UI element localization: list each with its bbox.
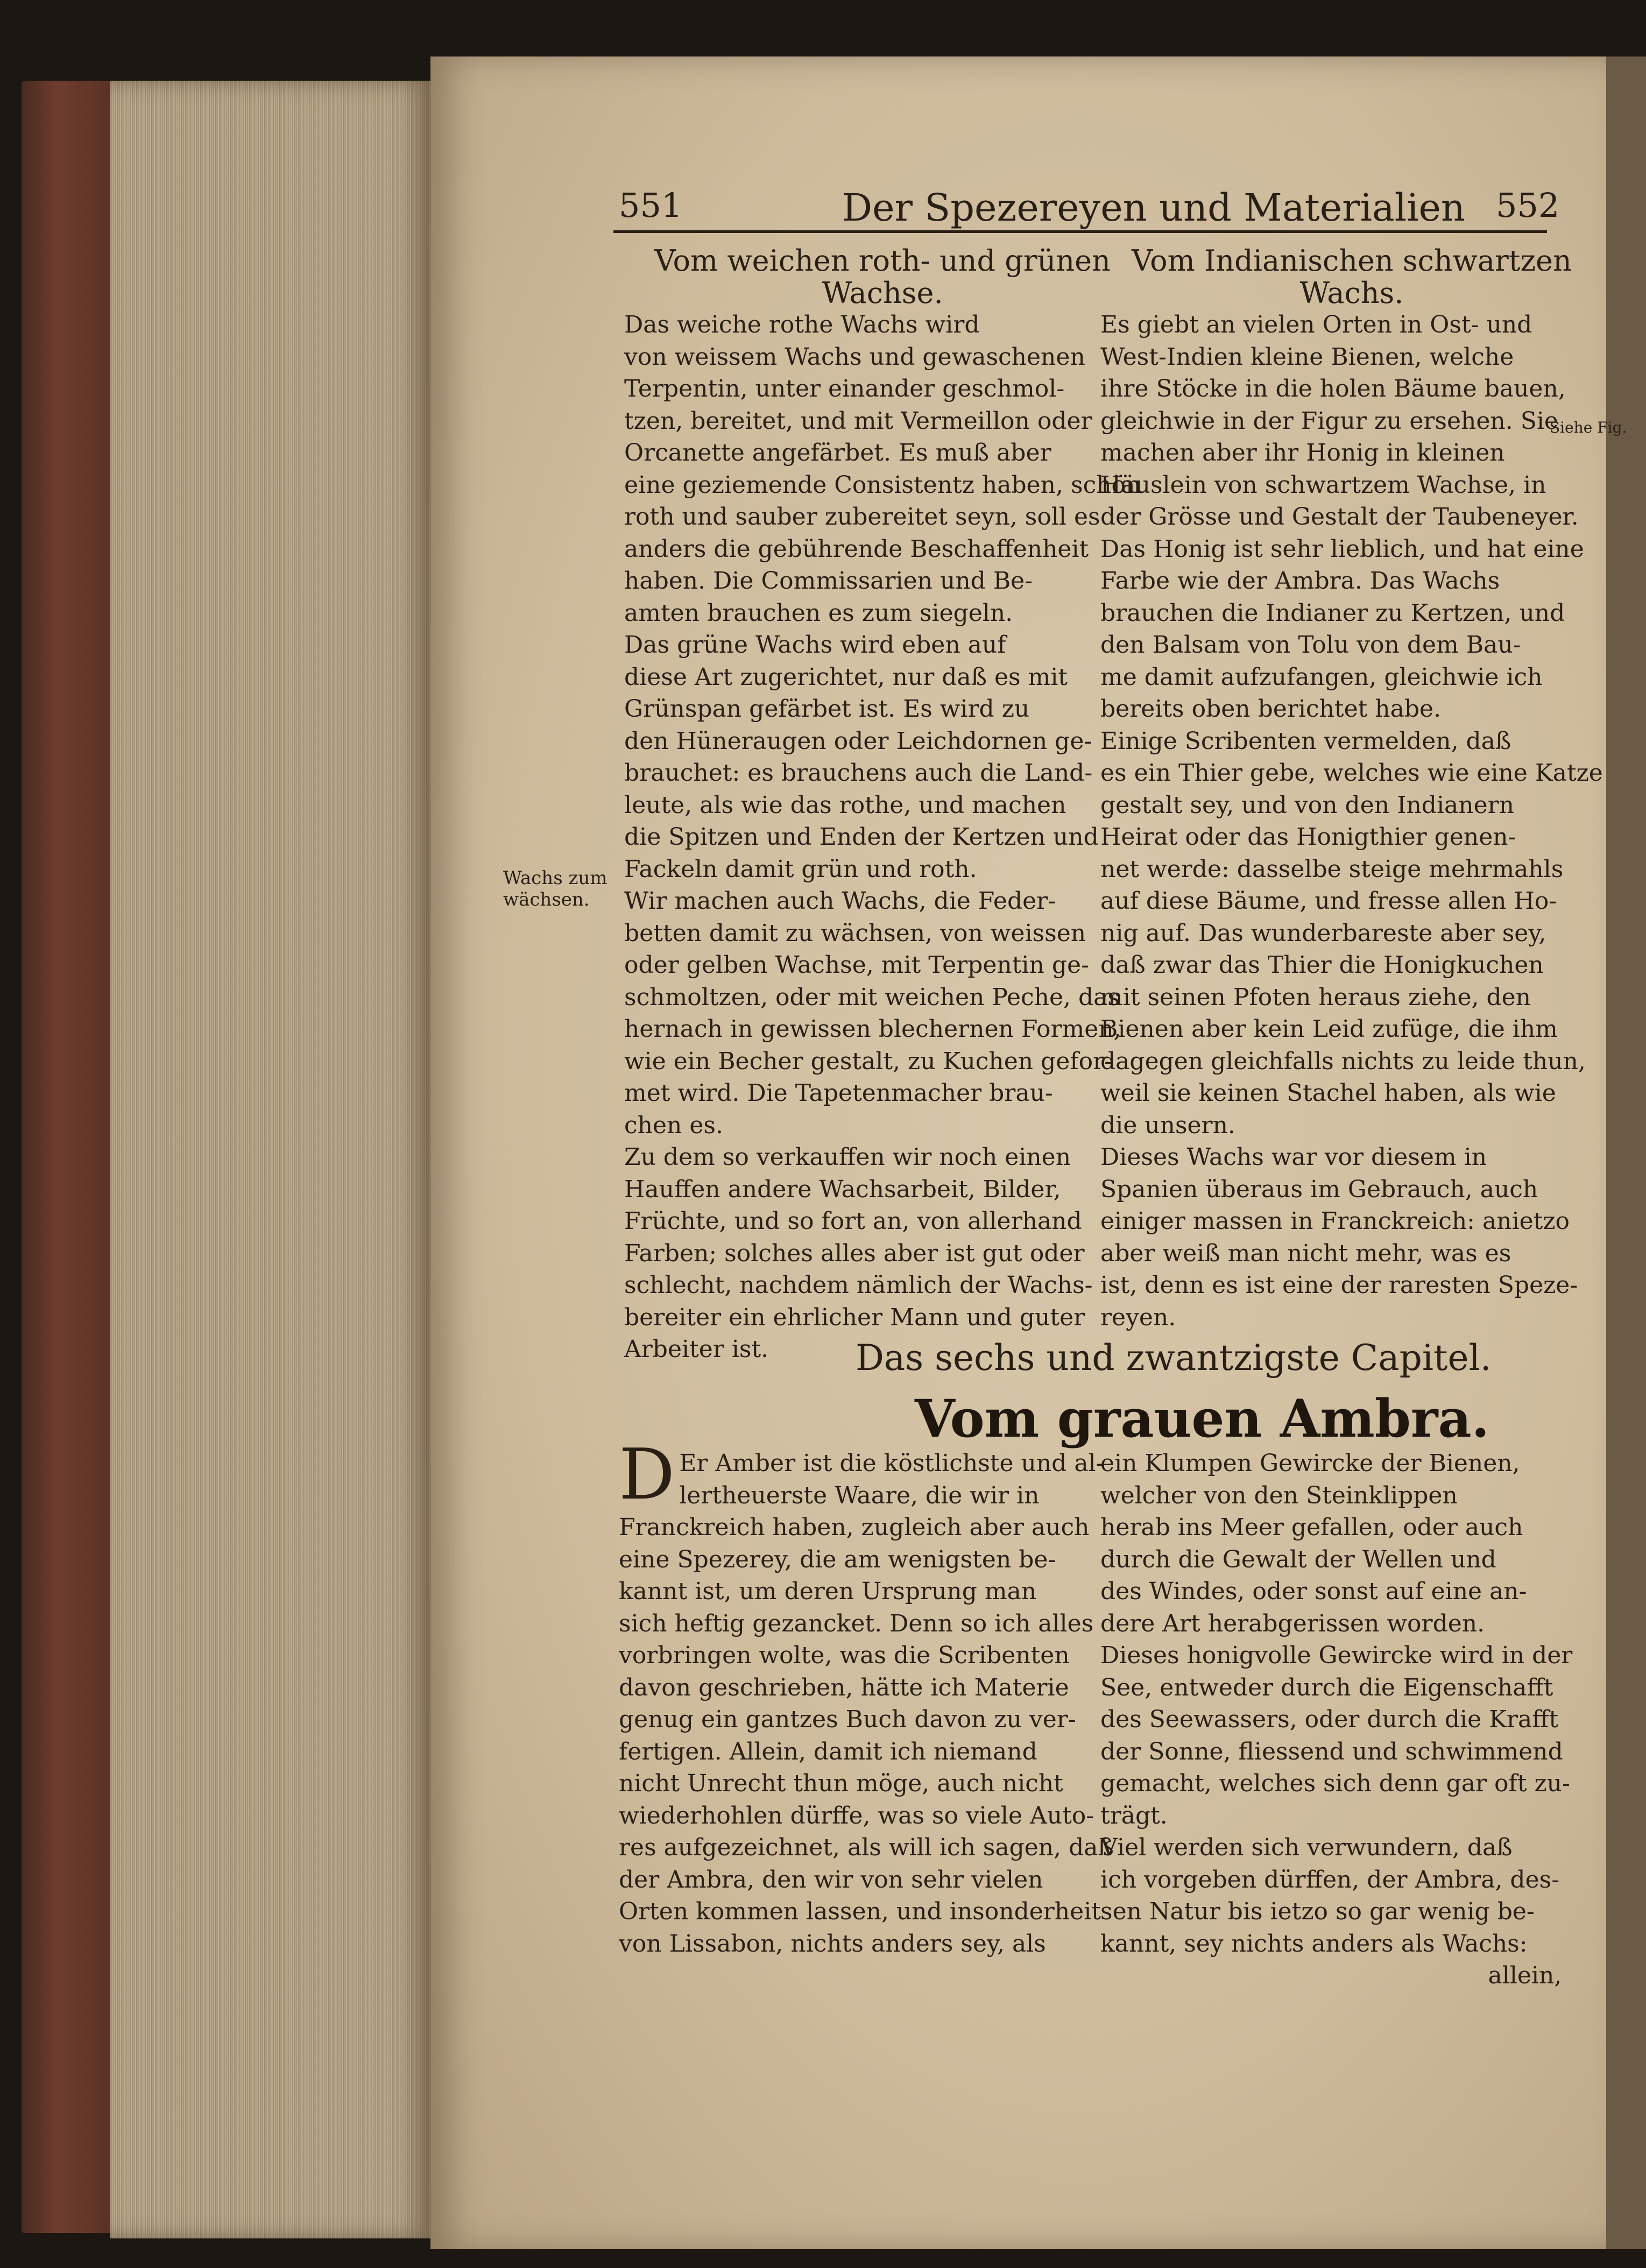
text-line: hernach in gewissen blechernen Formen,: [624, 1015, 1121, 1043]
section-heading: Wachs.: [1299, 275, 1404, 310]
text-line: gemacht, welches sich denn gar oft zu-: [1100, 1770, 1570, 1797]
chapter-number: Das sechs und zwantzigste Capitel.: [856, 1337, 1492, 1379]
text-line: die Spitzen und Enden der Kertzen und: [624, 823, 1099, 851]
text-line: ich vorgeben dürffen, der Ambra, des-: [1100, 1866, 1560, 1893]
section-heading: Wachse.: [822, 275, 943, 310]
text-line: durch die Gewalt der Wellen und: [1100, 1545, 1496, 1573]
page-number-right: 552: [1496, 186, 1560, 225]
section-heading: Vom weichen roth- und grünen: [654, 244, 1111, 278]
text-line: daß zwar das Thier die Honigkuchen: [1100, 951, 1544, 979]
text-line: Er Amber ist die köstlichste und al-: [679, 1450, 1104, 1477]
text-line: wiederhohlen dürffe, was so viele Auto-: [619, 1801, 1094, 1829]
text-line: Farbe wie der Ambra. Das Wachs: [1100, 567, 1500, 595]
text-line: gleichwie in der Figur zu ersehen. Sie: [1100, 407, 1558, 435]
text-line: Zu dem so verkauffen wir noch einen: [624, 1143, 1071, 1171]
text-line: kannt ist, um deren Ursprung man: [619, 1578, 1037, 1605]
text-line: des Windes, oder sonst auf eine an-: [1100, 1578, 1527, 1605]
text-line: Arbeiter ist.: [624, 1336, 769, 1363]
margin-note: [503, 867, 607, 910]
text-line: weil sie keinen Stachel haben, als wie: [1100, 1079, 1556, 1107]
text-line: schlecht, nachdem nämlich der Wachs-: [624, 1271, 1093, 1299]
text-line: Früchte, und so fort an, von allerhand: [624, 1207, 1082, 1235]
text-line: dagegen gleichfalls nichts zu leide thun,: [1100, 1047, 1586, 1075]
text-line: welcher von den Steinklippen: [1100, 1481, 1458, 1509]
text-line: Terpentin, unter einander geschmol-: [624, 375, 1065, 402]
text-line: Wir machen auch Wachs, die Feder-: [624, 887, 1056, 915]
margin-note-line: wächsen.: [503, 889, 590, 910]
text-line: Einige Scribenten vermelden, daß: [1100, 727, 1511, 755]
text-line: auf diese Bäume, und fresse allen Ho-: [1100, 887, 1557, 915]
text-line: leute, als wie das rothe, und machen: [624, 791, 1066, 819]
text-line: reyen.: [1100, 1303, 1176, 1331]
text-line: Es giebt an vielen Orten in Ost- und: [1100, 311, 1532, 338]
text-line: den Balsam von Tolu von dem Bau-: [1100, 631, 1521, 659]
text-line: Heirat oder das Honigthier genen-: [1100, 823, 1516, 851]
bottom-right-column: [1100, 1447, 1572, 1992]
text-line: net werde: dasselbe steige mehrmahls: [1100, 855, 1564, 883]
text-line: kannt, sey nichts anders als Wachs:: [1100, 1930, 1528, 1958]
text-line: West-Indien kleine Bienen, welche: [1100, 343, 1514, 371]
text-line: davon geschrieben, hätte ich Materie: [619, 1673, 1069, 1701]
section-heading: Vom Indianischen schwartzen: [1132, 244, 1572, 278]
text-line: Häuslein von schwartzem Wachse, in: [1100, 471, 1546, 499]
text-line: Bienen aber kein Leid zufüge, die ihm: [1100, 1015, 1558, 1043]
margin-note-line: Wachs zum: [503, 867, 607, 889]
text-line: gestalt sey, und von den Indianern: [1100, 791, 1515, 819]
text-line: roth und sauber zubereitet seyn, soll es: [624, 503, 1100, 531]
text-line: ihre Stöcke in die holen Bäume bauen,: [1100, 375, 1566, 402]
text-line: machen aber ihr Honig in kleinen: [1100, 439, 1505, 467]
text-line: der Sonne, fliessend und schwimmend: [1100, 1737, 1563, 1765]
text-line: Grünspan gefärbet ist. Es wird zu: [624, 695, 1030, 723]
margin-note-fig: Siehe Fig.: [1550, 419, 1627, 436]
text-line: Das Honig ist sehr lieblich, und hat eine: [1100, 535, 1584, 563]
page-edges: [110, 81, 433, 2238]
text-line: ein Klumpen Gewircke der Bienen,: [1100, 1450, 1520, 1477]
text-line: met wird. Die Tapetenmacher brau-: [624, 1079, 1053, 1107]
text-line: tzen, bereitet, und mit Vermeillon oder: [624, 407, 1092, 435]
text-line: Farben; solches alles aber ist gut oder: [624, 1239, 1085, 1267]
text-line: sen Natur bis ietzo so gar wenig be-: [1100, 1898, 1535, 1925]
text-line: den Hüneraugen oder Leichdornen ge-: [624, 727, 1092, 755]
text-line: Orten kommen lassen, und insonderheit: [619, 1898, 1101, 1925]
text-line: vorbringen wolte, was die Scribenten: [619, 1642, 1070, 1669]
text-line: bereits oben berichtet habe.: [1100, 695, 1442, 723]
text-line: des Seewassers, oder durch die Krafft: [1100, 1706, 1559, 1733]
text-line: Spanien überaus im Gebrauch, auch: [1100, 1175, 1538, 1203]
text-line: eine geziemende Consistentz haben, schön: [624, 471, 1141, 499]
catchword: allein,: [1488, 1962, 1562, 1989]
text-line: See, entweder durch die Eigenschafft: [1100, 1673, 1553, 1701]
text-line: dere Art herabgerissen worden.: [1100, 1609, 1485, 1637]
page-number-left: 551: [619, 186, 683, 225]
text-line: von Lissabon, nichts anders sey, als: [619, 1930, 1046, 1958]
text-line: ist, denn es ist eine der raresten Speze-: [1100, 1271, 1578, 1299]
text-line: nig auf. Das wunderbareste aber sey,: [1100, 919, 1546, 947]
chapter-title: Vom grauen Ambra.: [915, 1388, 1490, 1449]
text-line: Hauffen andere Wachsarbeit, Bilder,: [624, 1175, 1061, 1203]
text-line: Dieses honigvolle Gewircke wird in der: [1100, 1642, 1573, 1669]
text-line: sich heftig gezancket. Denn so ich alles: [619, 1609, 1094, 1637]
text-line: Dieses Wachs war vor diesem in: [1100, 1143, 1487, 1171]
text-line: oder gelben Wachse, mit Terpentin ge-: [624, 951, 1089, 979]
text-line: res aufgezeichnet, als will ich sagen, daß: [619, 1834, 1114, 1861]
text-line: bereiter ein ehrlicher Mann und guter: [624, 1303, 1085, 1331]
text-line: betten damit zu wächsen, von weissen: [624, 919, 1086, 947]
bottom-left-column: [619, 1433, 1114, 1960]
text-line: trägt.: [1100, 1801, 1168, 1829]
text-line: haben. Die Commissarien und Be-: [624, 567, 1033, 595]
text-line: Das weiche rothe Wachs wird: [624, 311, 980, 338]
book-cover-edge: [22, 81, 113, 2233]
running-title: Der Spezereyen und Materialien: [842, 186, 1466, 230]
text-line: lertheuerste Waare, die wir in: [679, 1481, 1040, 1509]
text-line: fertigen. Allein, damit ich niemand: [619, 1737, 1037, 1765]
text-line: aber weiß man nicht mehr, was es: [1100, 1239, 1511, 1267]
text-line: nicht Unrecht thun möge, auch nicht: [619, 1770, 1063, 1797]
text-line: von weissem Wachs und gewaschenen: [624, 343, 1085, 371]
text-line: eine Spezerey, die am wenigsten be-: [619, 1545, 1056, 1573]
text-line: schmoltzen, oder mit weichen Peche, das: [624, 983, 1120, 1011]
left-column: [624, 245, 1141, 1366]
text-line: Viel werden sich verwundern, daß: [1100, 1834, 1513, 1861]
text-line: herab ins Meer gefallen, oder auch: [1100, 1514, 1523, 1541]
text-line: Orcanette angefärbet. Es muß aber: [624, 439, 1051, 467]
text-line: genug ein gantzes Buch davon zu ver-: [619, 1706, 1076, 1733]
text-line: chen es.: [624, 1111, 723, 1139]
next-page-edge: [1606, 56, 1646, 2249]
text-line: brauchen die Indianer zu Kertzen, und: [1100, 599, 1565, 627]
text-line: anders die gebührende Beschaffenheit: [624, 535, 1089, 563]
text-line: einiger massen in Franckreich: anietzo: [1100, 1207, 1570, 1235]
text-line: wie ein Becher gestalt, zu Kuchen gefor-: [624, 1047, 1113, 1075]
text-line: die unsern.: [1100, 1111, 1235, 1139]
text-line: mit seinen Pfoten heraus ziehe, den: [1100, 983, 1531, 1011]
text-line: Das grüne Wachs wird eben auf: [624, 631, 1006, 659]
header-rule: [613, 230, 1547, 233]
text-line: Fackeln damit grün und roth.: [624, 855, 977, 883]
text-line: diese Art zugerichtet, nur daß es mit: [624, 663, 1068, 691]
text-line: Franckreich haben, zugleich aber auch: [619, 1514, 1090, 1541]
text-line: me damit aufzufangen, gleichwie ich: [1100, 663, 1543, 691]
text-line: amten brauchen es zum siegeln.: [624, 599, 1013, 627]
text-line: der Grösse und Gestalt der Taubeneyer.: [1100, 503, 1579, 531]
text-line: der Ambra, den wir von sehr vielen: [619, 1866, 1043, 1893]
right-column: [1100, 245, 1603, 1333]
text-line: brauchet: es brauchens auch die Land-: [624, 759, 1093, 787]
text-line: es ein Thier gebe, welches wie eine Katze: [1100, 759, 1603, 787]
drop-cap: D: [619, 1433, 675, 1515]
